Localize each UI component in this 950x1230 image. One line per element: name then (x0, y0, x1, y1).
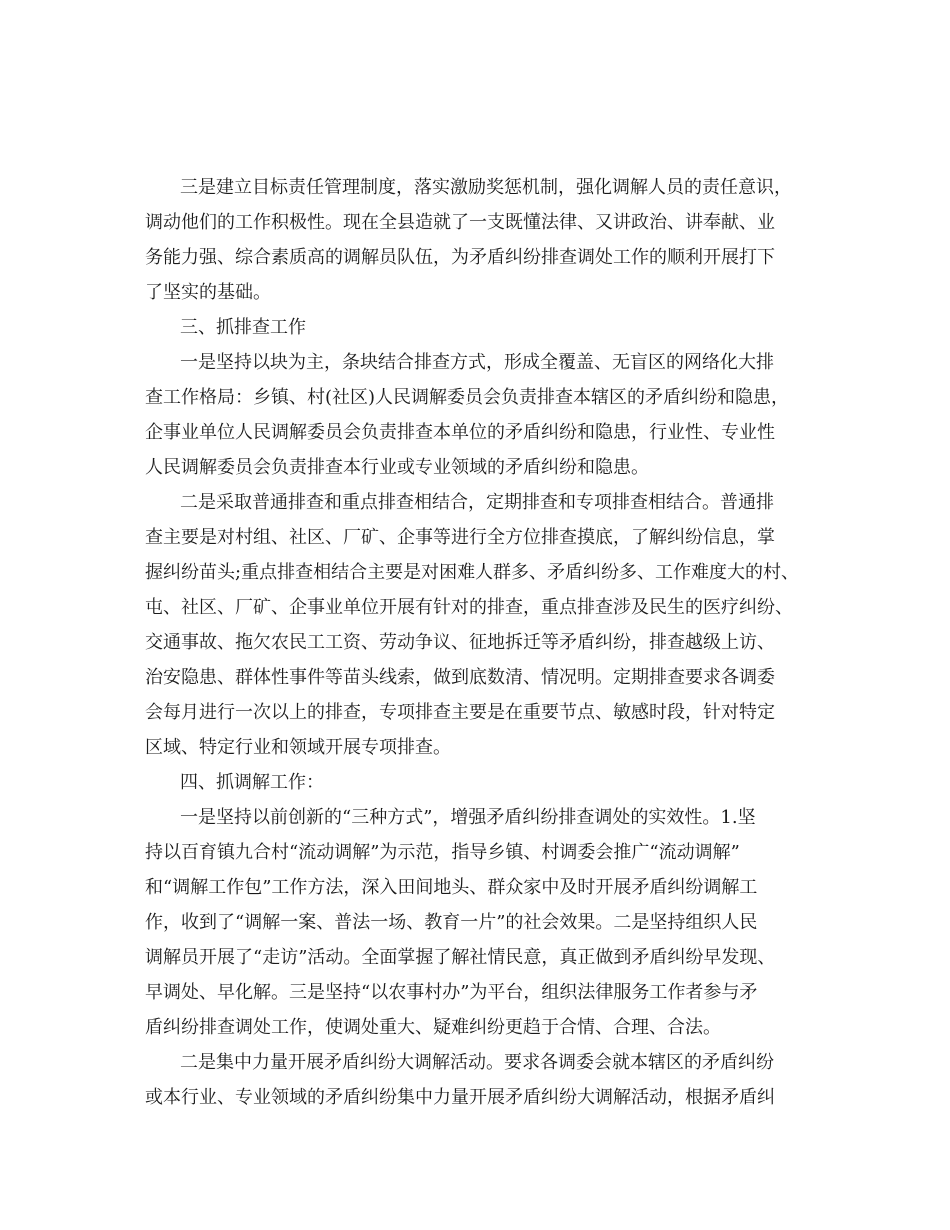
text-line: 屯、社区、厂矿、企事业单位开展有针对的排查，重点排查涉及民生的医疗纠纷、 (145, 597, 793, 618)
text-line: 会每月进行一次以上的排查，专项排查主要是在重要节点、敏感时段，针对特定 (145, 702, 775, 723)
text-line: 早调处、早化解。三是坚持“以农事村办”为平台，组织法律服务工作者参与矛 (145, 982, 758, 1003)
text-line: 三是建立目标责任管理制度，落实激励奖惩机制，强化调解人员的责任意识， (180, 177, 792, 198)
text-line: 调解员开展了“走访”活动。全面掌握了解社情民意，真正做到矛盾纠纷早发现、 (145, 947, 776, 968)
text-line: 治安隐患、群体性事件等苗头线索，做到底数清、情况明。定期排查要求各调委 (145, 667, 775, 688)
text-line: 企事业单位人民调解委员会负责排查本单位的矛盾纠纷和隐患，行业性、专业性 (145, 422, 775, 443)
text-line: 一是坚持以前创新的“三种方式”，增强矛盾纠纷排查调处的实效性。1.坚 (180, 807, 756, 828)
text-line: 或本行业、专业领域的矛盾纠纷集中力量开展矛盾纠纷大调解活动，根据矛盾纠 (145, 1087, 775, 1108)
text-line: 务能力强、综合素质高的调解员队伍，为矛盾纠纷排查调处工作的顺利开展打下 (145, 247, 775, 268)
text-line: 人民调解委员会负责排查本行业或专业领域的矛盾纠纷和隐患。 (145, 457, 649, 478)
text-line: 盾纠纷排查调处工作，使调处重大、疑难纠纷更趋于合情、合理、合法。 (145, 1017, 721, 1038)
text-line: 交通事故、拖欠农民工工资、劳动争议、征地拆迁等矛盾纠纷，排查越级上访、 (145, 632, 775, 653)
text-line: 握纠纷苗头;重点排查相结合主要是对困难人群多、矛盾纠纷多、工作难度大的村、 (145, 562, 800, 583)
text-line: 二是采取普通排查和重点排查相结合，定期排查和专项排查相结合。普通排 (180, 492, 774, 513)
text-line: 调动他们的工作积极性。现在全县造就了一支既懂法律、又讲政治、讲奉献、业 (145, 212, 775, 233)
text-line: 一是坚持以块为主，条块结合排查方式，形成全覆盖、无盲区的网络化大排 (180, 352, 774, 373)
text-line: 作，收到了“调解一案、普法一场、教育一片”的社会效果。二是坚持组织人民 (145, 912, 758, 933)
text-line: 持以百育镇九合村“流动调解”为示范，指导乡镇、村调委会推广“流动调解” (145, 842, 740, 863)
text-line: 和“调解工作包”工作方法，深入田间地头、群众家中及时开展矛盾纠纷调解工 (145, 877, 758, 898)
text-line: 查主要是对村组、社区、厂矿、企事等进行全方位排查摸底，了解纠纷信息，掌 (145, 527, 775, 548)
section-heading: 四、抓调解工作： (180, 772, 324, 793)
text-line: 了坚实的基础。 (145, 282, 271, 303)
section-heading: 三、抓排查工作 (180, 317, 306, 338)
text-line: 查工作格局：乡镇、村(社区)人民调解委员会负责排查本辖区的矛盾纠纷和隐患， (145, 387, 790, 408)
text-line: 区域、特定行业和领域开展专项排查。 (145, 737, 451, 758)
text-line: 二是集中力量开展矛盾纠纷大调解活动。要求各调委会就本辖区的矛盾纠纷 (180, 1052, 774, 1073)
